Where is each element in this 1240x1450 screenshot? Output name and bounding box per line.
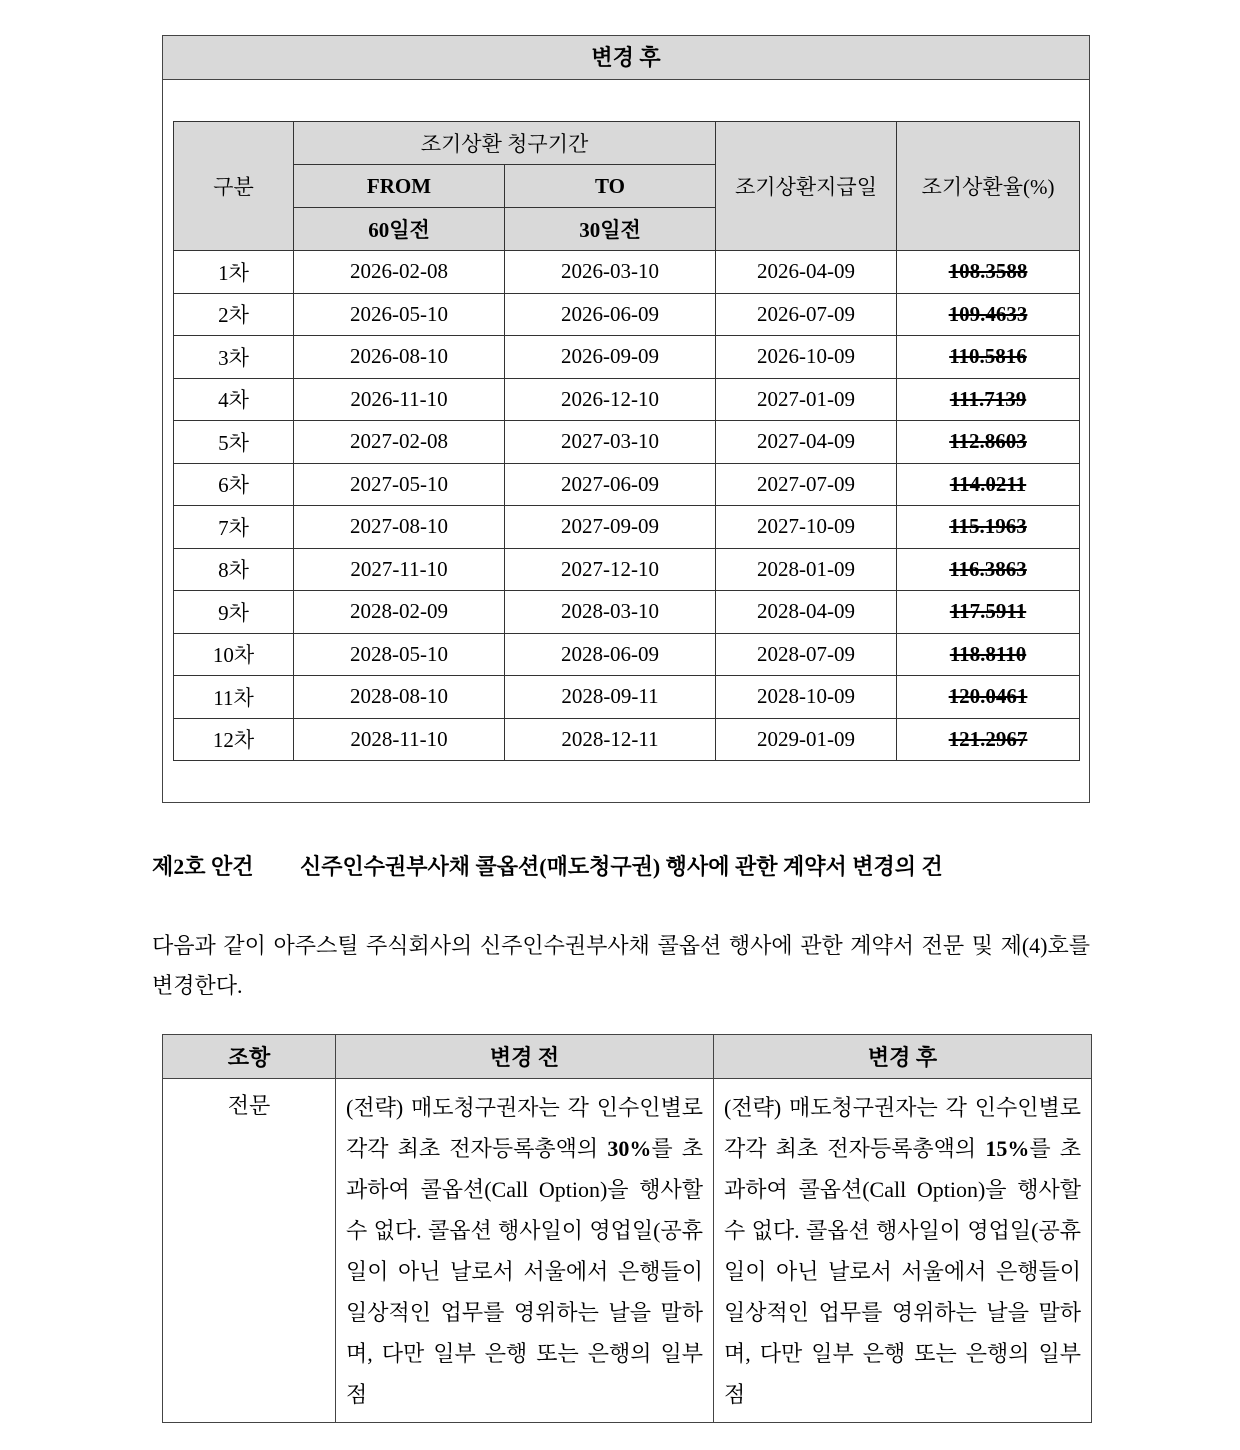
from-date-cell: 2027-02-08 <box>294 421 505 464</box>
col-request-period: 조기상환 청구기간 <box>294 122 716 165</box>
from-date-cell: 2026-08-10 <box>294 336 505 379</box>
col-from: FROM <box>294 165 505 208</box>
payment-date-cell: 2026-10-09 <box>716 336 897 379</box>
rate-value-struck: 116.3863 <box>949 556 1027 581</box>
before-text-post: 를 초과하여 콜옵션(Call Option)을 행사할 수 없다. 콜옵션 행사일이 영업일(공휴일이 아닌 날로서 서울에서 은행들이 일상적인 업무를 영위하는 날을 말하며, 다만 일부 은행 또는 은행의 일부 점 <box>346 1136 703 1407</box>
to-date-cell: 2026-09-09 <box>505 336 716 379</box>
rate-cell <box>897 463 1080 506</box>
round-cell: 4차 <box>174 378 294 421</box>
clause-cell: 전문 <box>163 1079 336 1423</box>
col-clause: 조항 <box>163 1035 336 1079</box>
payment-date-cell: 2028-07-09 <box>716 633 897 676</box>
round-cell: 11차 <box>174 676 294 719</box>
rate-cell <box>897 548 1080 591</box>
from-date-cell: 2027-11-10 <box>294 548 505 591</box>
table-row <box>174 378 1080 421</box>
payment-date-cell: 2029-01-09 <box>716 718 897 761</box>
before-cell <box>336 1079 714 1423</box>
round-cell: 1차 <box>174 251 294 294</box>
round-cell: 8차 <box>174 548 294 591</box>
from-date-cell: 2026-05-10 <box>294 293 505 336</box>
to-date-cell: 2027-12-10 <box>505 548 716 591</box>
round-cell: 5차 <box>174 421 294 464</box>
rate-cell <box>897 336 1080 379</box>
table-row <box>174 676 1080 719</box>
col-redemption-rate: 조기상환율(%) <box>897 122 1080 251</box>
payment-date-cell: 2026-04-09 <box>716 251 897 294</box>
to-date-cell: 2026-06-09 <box>505 293 716 336</box>
after-percent: 15% <box>985 1136 1030 1161</box>
payment-date-cell: 2027-01-09 <box>716 378 897 421</box>
round-cell: 9차 <box>174 591 294 634</box>
table-row <box>174 591 1080 634</box>
table-row <box>174 718 1080 761</box>
table-row <box>174 251 1080 294</box>
to-date-cell: 2028-06-09 <box>505 633 716 676</box>
early-redemption-table <box>173 121 1080 761</box>
rate-value-struck: 115.1963 <box>949 514 1027 539</box>
comparison-table <box>162 1034 1092 1423</box>
to-date-cell: 2028-09-11 <box>505 676 716 719</box>
col-category: 구분 <box>174 122 294 251</box>
rate-cell <box>897 676 1080 719</box>
from-date-cell: 2028-08-10 <box>294 676 505 719</box>
rate-value-struck: 109.4633 <box>948 301 1028 326</box>
rate-cell <box>897 251 1080 294</box>
rate-cell <box>897 421 1080 464</box>
to-date-cell: 2028-03-10 <box>505 591 716 634</box>
agenda-title: 신주인수권부사채 콜옵션(매도청구권) 행사에 관한 계약서 변경의 건 <box>300 854 943 879</box>
payment-date-cell: 2028-10-09 <box>716 676 897 719</box>
table-row <box>174 506 1080 549</box>
rate-cell <box>897 591 1080 634</box>
round-cell: 2차 <box>174 293 294 336</box>
before-percent: 30% <box>607 1136 652 1161</box>
round-cell: 10차 <box>174 633 294 676</box>
after-text-pre: (전략) 매도청구권자는 각 인수인별로 각각 최초 전자등록총액의 <box>724 1095 1081 1161</box>
intro-paragraph: 다음과 같이 아주스틸 주식회사의 신주인수권부사채 콜옵션 행사에 관한 계약서 전문 및 제(4)호를 변경한다. <box>152 933 1090 998</box>
to-date-cell: 2027-06-09 <box>505 463 716 506</box>
col-before: 변경 전 <box>336 1035 714 1079</box>
from-date-cell: 2028-05-10 <box>294 633 505 676</box>
to-date-cell: 2027-09-09 <box>505 506 716 549</box>
rate-cell <box>897 378 1080 421</box>
from-date-cell: 2026-02-08 <box>294 251 505 294</box>
round-cell: 6차 <box>174 463 294 506</box>
before-text-pre: (전략) 매도청구권자는 각 인수인별로 각각 최초 전자등록총액의 <box>346 1095 703 1161</box>
schedule-box-header: 변경 후 <box>163 36 1089 80</box>
rate-value-struck: 118.8110 <box>949 641 1027 666</box>
to-date-cell: 2027-03-10 <box>505 421 716 464</box>
table-row <box>174 421 1080 464</box>
round-cell: 7차 <box>174 506 294 549</box>
table-row <box>174 293 1080 336</box>
from-date-cell: 2026-11-10 <box>294 378 505 421</box>
agenda-number: 제2호 안건 <box>152 854 254 879</box>
col-to: TO <box>505 165 716 208</box>
rate-value-struck: 108.3588 <box>948 259 1028 284</box>
rate-cell <box>897 506 1080 549</box>
from-date-cell: 2028-02-09 <box>294 591 505 634</box>
rate-value-struck: 114.0211 <box>949 471 1027 496</box>
after-text-post: 를 초과하여 콜옵션(Call Option)을 행사할 수 없다. 콜옵션 행사일이 영업일(공휴일이 아닌 날로서 서울에서 은행들이 일상적인 업무를 영위하는 날을 말하며, 다만 일부 은행 또는 은행의 일부 점 <box>724 1136 1081 1407</box>
rate-value-struck: 121.2967 <box>948 726 1028 751</box>
col-from-sub: 60일전 <box>294 208 505 251</box>
rate-value-struck: 111.7139 <box>949 386 1027 411</box>
rate-cell <box>897 718 1080 761</box>
table-row <box>163 1079 1092 1423</box>
rate-value-struck: 112.8603 <box>949 429 1027 454</box>
rate-value-struck: 120.0461 <box>948 684 1028 709</box>
round-cell: 12차 <box>174 718 294 761</box>
col-after: 변경 후 <box>714 1035 1092 1079</box>
from-date-cell: 2028-11-10 <box>294 718 505 761</box>
from-date-cell: 2027-08-10 <box>294 506 505 549</box>
round-cell: 3차 <box>174 336 294 379</box>
to-date-cell: 2026-12-10 <box>505 378 716 421</box>
from-date-cell: 2027-05-10 <box>294 463 505 506</box>
rate-cell <box>897 633 1080 676</box>
schedule-box <box>162 35 1090 803</box>
payment-date-cell: 2028-01-09 <box>716 548 897 591</box>
to-date-cell: 2028-12-11 <box>505 718 716 761</box>
table-row <box>174 633 1080 676</box>
rate-value-struck: 117.5911 <box>949 599 1027 624</box>
table-row <box>174 336 1080 379</box>
payment-date-cell: 2028-04-09 <box>716 591 897 634</box>
payment-date-cell: 2027-04-09 <box>716 421 897 464</box>
rate-cell <box>897 293 1080 336</box>
table-row <box>174 548 1080 591</box>
rate-value-struck: 110.5816 <box>949 344 1027 369</box>
payment-date-cell: 2026-07-09 <box>716 293 897 336</box>
agenda-heading <box>152 850 943 881</box>
col-payment-date: 조기상환지급일 <box>716 122 897 251</box>
table-row <box>174 463 1080 506</box>
payment-date-cell: 2027-10-09 <box>716 506 897 549</box>
payment-date-cell: 2027-07-09 <box>716 463 897 506</box>
to-date-cell: 2026-03-10 <box>505 251 716 294</box>
col-to-sub: 30일전 <box>505 208 716 251</box>
after-cell <box>714 1079 1092 1423</box>
